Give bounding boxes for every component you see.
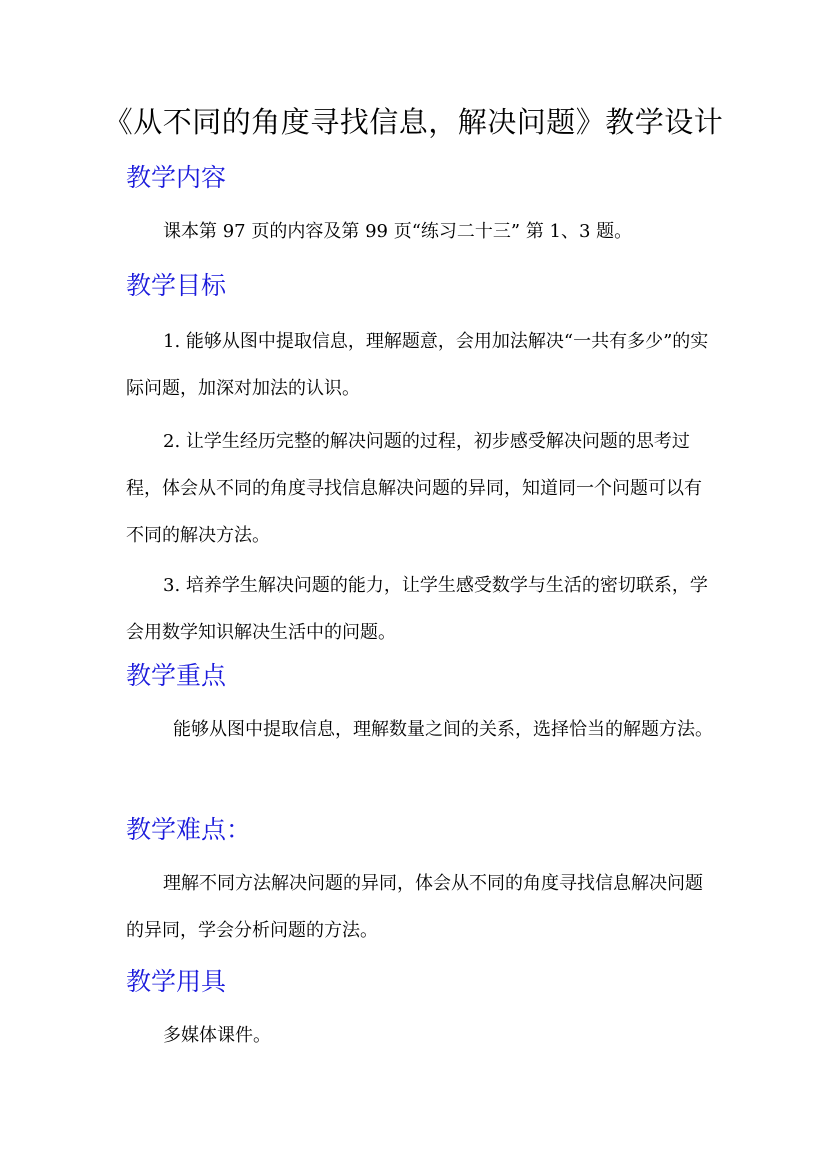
heading-key-points: 教学重点 bbox=[126, 661, 227, 690]
heading-difficulties: 教学难点： bbox=[126, 815, 252, 844]
teaching-tools-text: 多媒体课件。 bbox=[163, 1025, 271, 1046]
goal-item-3: 3. 培养学生解决问题的能力，让学生感受数学与生活的密切联系，学会用数学知识解决生活中的问题。 bbox=[126, 575, 708, 643]
difficulties-text: 理解不同方法解决问题的异同，体会从不同的角度寻找信息解决问题的异同，学会分析问题的方法。 bbox=[126, 873, 703, 941]
heading-teaching-tools: 教学用具 bbox=[126, 967, 227, 996]
heading-teaching-goals: 教学目标 bbox=[126, 271, 227, 300]
key-points-text: 能够从图中提取信息，理解数量之间的关系，选择恰当的解题方法。 bbox=[173, 719, 713, 740]
document-title: 《从不同的角度寻找信息，解决问题》教学设计 bbox=[103, 105, 724, 139]
teaching-content-text: 课本第 97 页的内容及第 99 页“练习二十三” 第 1、3 题。 bbox=[163, 221, 633, 242]
goal-item-1: 1. 能够从图中提取信息，理解题意，会用加法解决“一共有多少”的实际问题，加深对加法的认识。 bbox=[126, 331, 709, 399]
goal-item-2: 2. 让学生经历完整的解决问题的过程，初步感受解决问题的思考过程，体会从不同的角度寻找信息解决问题的异同，知道同一个问题可以有不同的解决方法。 bbox=[126, 431, 702, 546]
heading-teaching-content: 教学内容 bbox=[126, 163, 227, 192]
